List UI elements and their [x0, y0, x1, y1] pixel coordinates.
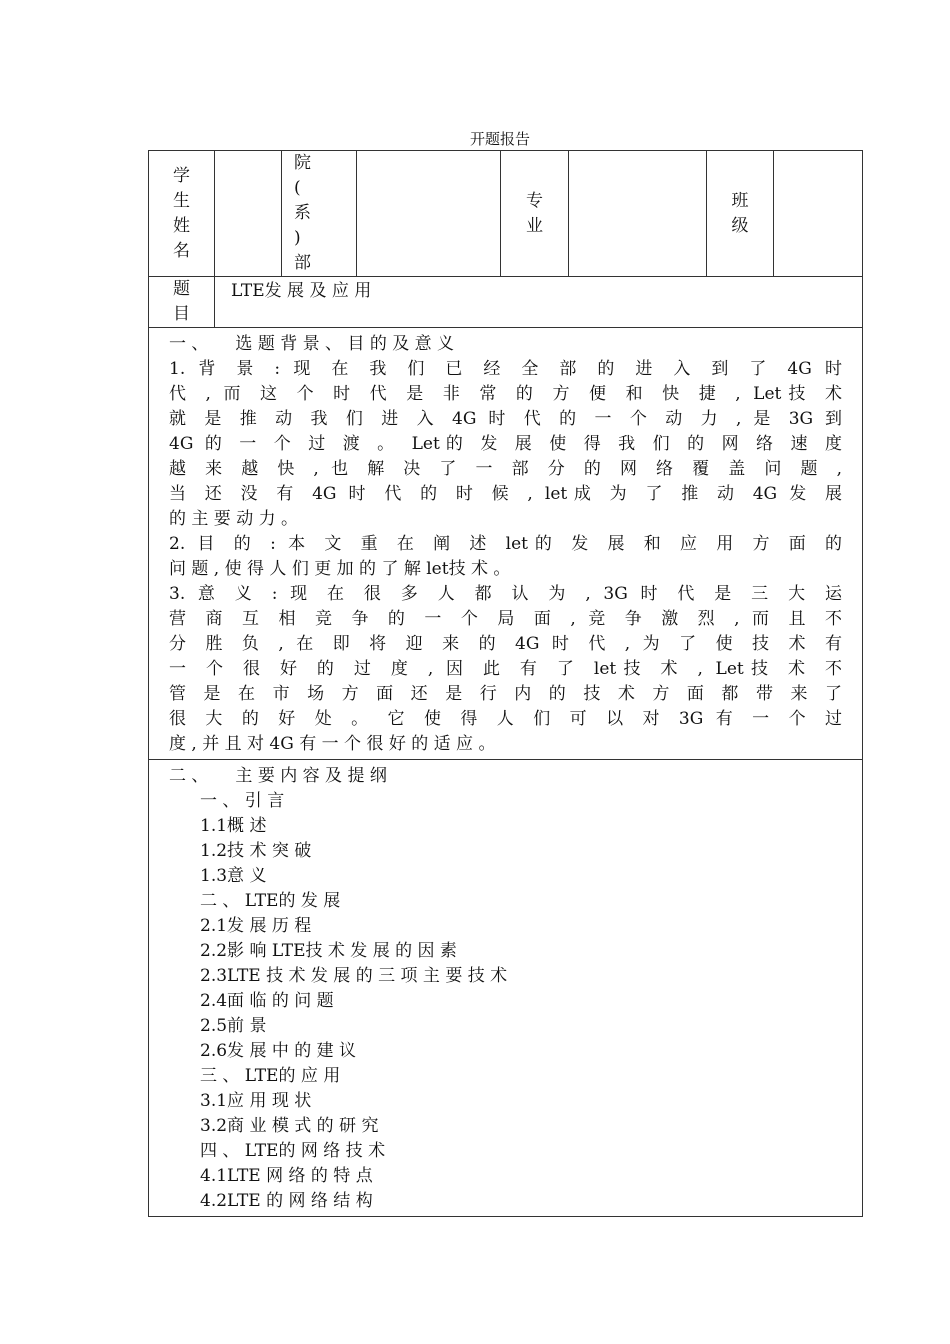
label-char: 学 [173, 165, 190, 186]
class-field[interactable] [774, 151, 863, 277]
label-char: 目 [173, 304, 190, 324]
label-char: 名 [173, 240, 190, 261]
section1-line: 1. 背 景 : 现 在 我 们 已 经 全 部 的 进 入 到 了 4G 时 [169, 359, 842, 379]
section1-line: 越 来 越 快 , 也 解 决 了 一 部 分 的 网 络 覆 盖 问 题 , [169, 459, 842, 479]
section1-line: 4G 的 一 个 过 渡 。 Let的 发 展 使 得 我 们 的 网 络 速 度 [169, 434, 842, 454]
label-char: 级 [731, 215, 749, 236]
section1-line: 一 个 很 好 的 过 度 , 因 此 有 了 let技 术 , Let技 术 不 [169, 659, 842, 679]
class-label [707, 151, 774, 277]
proposal-table [148, 150, 863, 1217]
label-char: 题 [173, 279, 190, 299]
student-name-field[interactable] [215, 151, 282, 277]
label-char: ) [294, 228, 301, 248]
outline-item: 2.1发 展 历 程 [200, 916, 312, 936]
label-char: 部 [294, 253, 311, 273]
outline-item: 1.2技 术 突 破 [200, 841, 312, 861]
outline-item: 四 、 LTE的 网 络 技 术 [200, 1141, 386, 1161]
outline-item: 2.6发 展 中 的 建 议 [200, 1041, 357, 1061]
section1-line: 分 胜 负 , 在 即 将 迎 来 的 4G 时 代 , 为 了 使 技 术 有 [169, 634, 842, 654]
header-row [149, 151, 863, 277]
major-label [501, 151, 569, 277]
label-char: 业 [526, 215, 543, 236]
label-char: 生 [173, 190, 190, 211]
outline-item: 4.2LTE 的 网 络 结 构 [200, 1191, 373, 1211]
label-char: 院 [294, 153, 311, 173]
label-char: ( [294, 178, 301, 198]
outline-item: 2.5前 景 [200, 1016, 267, 1036]
section1-line: 就 是 推 动 我 们 进 入 4G 时 代 的 一 个 动 力 , 是 3G 到 [169, 409, 842, 429]
section1-line: 当 还 没 有 4G 时 代 的 时 候 , let成 为 了 推 动 4G 发 展 [169, 484, 842, 504]
section1-line: 2. 目 的 : 本 文 重 在 阐 述 let的 发 展 和 应 用 方 面 的 [169, 534, 842, 554]
outline-item: 3.1应 用 现 状 [200, 1091, 312, 1111]
section1-line: 度 , 并 且 对 4G 有 一 个 很 好 的 适 应 。 [169, 734, 496, 754]
outline-item: 一 、 引 言 [200, 791, 285, 811]
section2-cell [149, 760, 863, 1217]
major-field[interactable] [569, 151, 707, 277]
topic-value: LTE发 展 及 应 用 [215, 277, 863, 328]
topic-label [149, 277, 215, 328]
section1-line: 管 是 在 市 场 方 面 还 是 行 内 的 技 术 方 面 都 带 来 了 [169, 684, 842, 704]
label-char: 专 [526, 190, 543, 211]
outline-item: 3.2商 业 模 式 的 研 究 [200, 1116, 379, 1136]
section1-line: 营 商 互 相 竞 争 的 一 个 局 面 , 竞 争 激 烈 , 而 且 不 [169, 609, 842, 629]
section1-line: 很 大 的 好 处 。 它 使 得 人 们 可 以 对 3G 有 一 个 过 [169, 709, 842, 729]
label-char: 系 [294, 203, 311, 223]
outline-item: 二 、 LTE的 发 展 [200, 891, 341, 911]
outline-item: 1.3意 义 [200, 866, 267, 886]
section1-cell [149, 328, 863, 760]
topic-row [149, 277, 863, 328]
section1-heading: 一 、 选 题 背 景 、 目 的 及 意 义 [169, 334, 455, 354]
section1-line: 的 主 要 动 力 。 [169, 509, 299, 529]
page-title: 开题报告 [469, 130, 530, 148]
dept-label [282, 151, 357, 277]
student-name-label [149, 151, 215, 277]
dept-field[interactable] [357, 151, 501, 277]
outline-item: 2.2影 响 LTE技 术 发 展 的 因 素 [200, 941, 457, 961]
outline-item: 三 、 LTE的 应 用 [200, 1066, 341, 1086]
outline-item: 2.4面 临 的 问 题 [200, 991, 334, 1011]
label-char: 姓 [173, 215, 190, 236]
label-char: 班 [731, 190, 749, 211]
outline-item: 4.1LTE 网 络 的 特 点 [200, 1166, 373, 1186]
section1-row [149, 328, 863, 760]
section1-line: 3. 意 义 : 现 在 很 多 人 都 认 为 , 3G 时 代 是 三 大 运 [169, 584, 842, 604]
section1-line: 代 , 而 这 个 时 代 是 非 常 的 方 便 和 快 捷 , Let技 术 [169, 384, 842, 404]
outline-item: 2.3LTE 技 术 发 展 的 三 项 主 要 技 术 [200, 966, 508, 986]
outline-item: 1.1概 述 [200, 816, 267, 836]
section2-heading: 二 、 主 要 内 容 及 提 纲 [169, 766, 387, 786]
section2-row [149, 760, 863, 1217]
section1-line: 问 题 , 使 得 人 们 更 加 的 了 解 let技 术 。 [169, 559, 511, 579]
